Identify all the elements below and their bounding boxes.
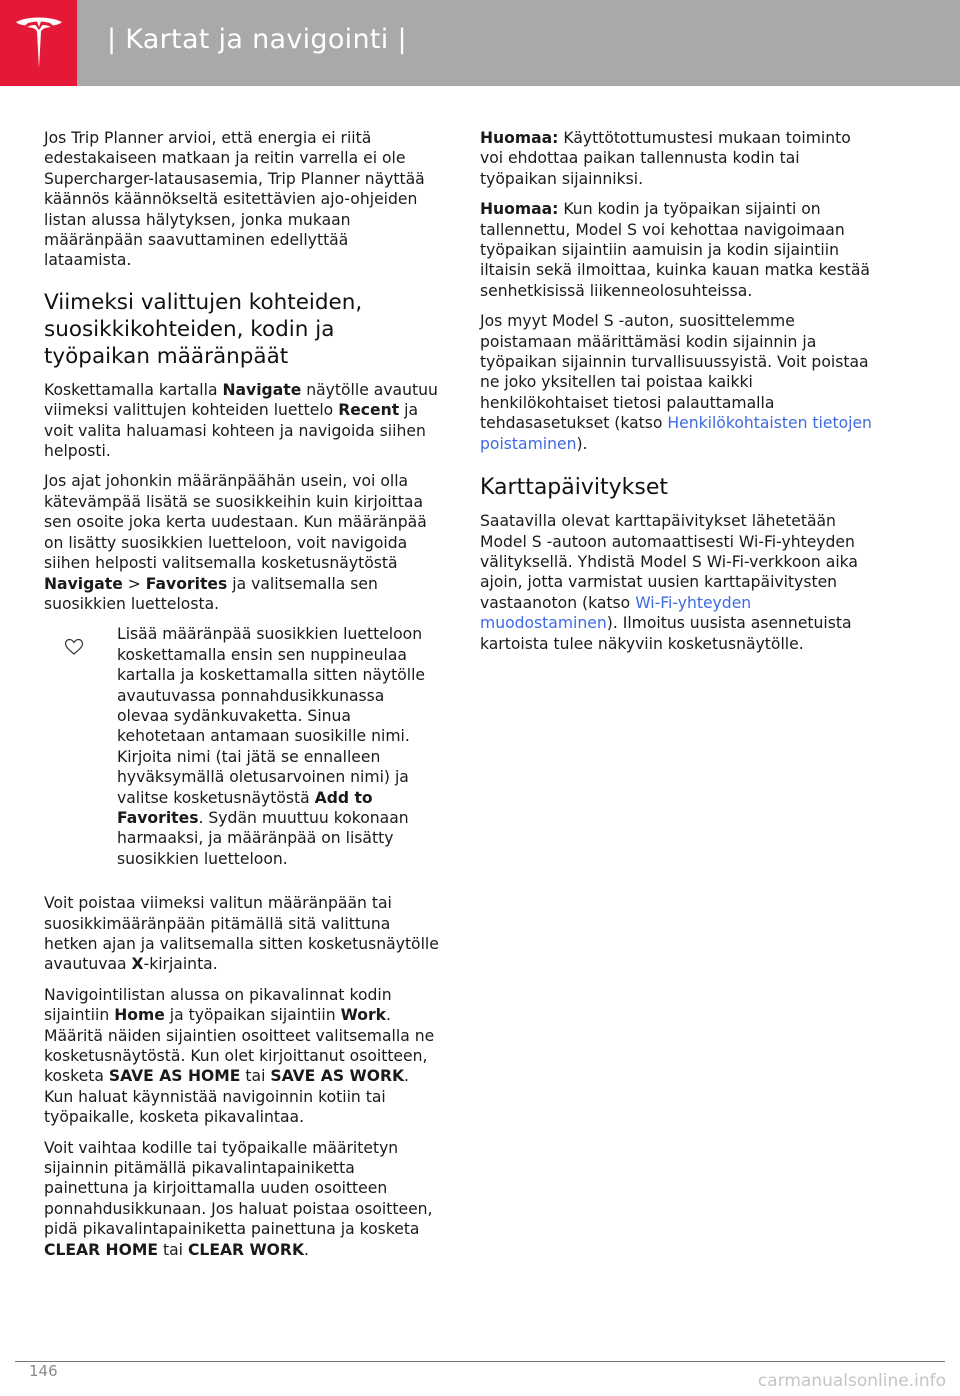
page-title: | Kartat ja navigointi |	[107, 24, 407, 55]
paragraph-map-updates: Saatavilla olevat karttapäivitykset lähetetään Model S -autoon automaattisesti Wi-Fi-yhteyden välityksellä. Yhdistä Model S Wi-Fi-verkkoon aika ajoin, jotta varmistat uusien karttapäivitysten vastaanoton (katso Wi-Fi-yhteyden muodostaminen). Ilmoitus uusista asennetuista kartoista tulee näkyviin kosketusnäytölle.	[480, 512, 858, 653]
paragraph-sell-car: Jos myyt Model S -auton, suosittelemme poistamaan määrittämäsi kodin sijainnin ja työpaikan sijainnin turvallisuussyistä. Voit poistaa ne joko yksitellen tai poistaa kaikki henkilökohtaiset tietosi palauttamalla tehdasasetukset (katso Henkilökohtaisten tietojen poistaminen).	[480, 312, 872, 453]
paragraph-recent: Koskettamalla kartalla Navigate näytölle avautuu viimeksi valittujen kohteiden luettelo Recent ja voit valita haluamasi kohteen ja navigoida siihen helposti.	[44, 380, 438, 461]
paragraph-change-location: Voit vaihtaa kodille tai työpaikalle määritetyn sijainnin pitämällä pikavalintapainiketta painettuna ja kirjoittamalla uuden osoitteen ponnahdusikkunaan. Jos haluat poistaa osoitteen, pidä pikavalintapainiketta painettuna ja kosketa CLEAR HOME tai CLEAR WORK.	[44, 1138, 433, 1259]
right-column	[480, 128, 876, 664]
note-navigate: Huomaa: Kun kodin ja työpaikan sijainti on tallennettu, Model S voi kehottaa navigoimaan työpaikan sijaintiin aamuisin ja kodin sijaintiin iltaisin sekä ilmoittaa, kuinka kauan matka kestää senhetkisissä liikenneolosuhteissa.	[480, 200, 870, 300]
paragraph-trip-planner: Jos Trip Planner arvioi, että energia ei riitä edestakaiseen matkaan ja reitin varrella ei ole Supercharger-latausasemia, Trip Planner näyttää käännös käännökseltä esitettävien ajo-ohjeiden listan alussa hälytyksen, jonka mukaan määränpään saavuttaminen edellyttää lataamista.	[44, 129, 425, 270]
section-heading-destinations: Viimeksi valittujen kohteiden, suosikkikohteiden, kodin ja työpaikan määränpäät	[44, 289, 363, 369]
logo-box	[0, 0, 77, 86]
tip-box	[44, 624, 440, 869]
header-bar	[77, 0, 960, 86]
watermark: carmanualsonline.info	[757, 1371, 946, 1391]
tip-text: Lisää määränpää suosikkien luetteloon koskettamalla ensin sen nuppineulaa kartalla ja koskettamalla sitten näytölle avautuvassa ponnahdusikkunassa olevaa sydänkuvaketta. Sinua kehotetaan antamaan suosikille nimi. Kirjoita nimi (tai jätä se ennalleen hyväksymällä oletusarvoinen nimi) ja valitse kosketusnäytöstä Add to Favorites. Sydän muuttuu kokonaan harmaaksi, ja määränpää on lisätty suosikkien luetteloon.	[117, 625, 426, 868]
link-wifi[interactable]: Wi-Fi-yhteyden muodostaminen	[480, 593, 752, 633]
page-number: 146	[29, 1362, 58, 1380]
tip-icon-column	[44, 624, 117, 869]
left-column	[44, 128, 440, 1270]
paragraph-home-work: Navigointilistan alussa on pikavalinnat kodin sijaintiin Home ja työpaikan sijaintiin Work. Määritä näiden sijaintien osoitteet valitsemalla ne kosketusnäytöstä. Kun olet kirjoittanut osoitteen, kosketa SAVE AS HOME tai SAVE AS WORK. Kun haluat käynnistää navigoinnin kotiin tai työpaikalle, kosketa pikavalintaa.	[44, 985, 435, 1127]
paragraph-favorites: Jos ajat johonkin määränpäähän usein, voi olla kätevämpää lisätä se suosikkeihin kuin kirjoittaa sen osoite joka kerta uudestaan. Kun määränpää on lisätty suosikkien luetteloon, voit navigoida siihen helposti valitsemalla kosketusnäytöstä Navigate > Favorites ja valitsemalla sen suosikkien luettelosta.	[44, 472, 427, 613]
note-suggest: Huomaa: Käyttötottumustesi mukaan toiminto voi ehdottaa paikan tallennusta kodin tai työpaikan sijainniksi.	[480, 129, 851, 188]
tesla-logo-icon	[14, 16, 64, 70]
heart-icon	[64, 638, 84, 656]
section-heading-map-updates: Karttapäivitykset	[480, 475, 668, 501]
link-personal-data[interactable]: Henkilökohtaisten tietojen poistaminen	[480, 414, 872, 453]
footer-divider	[15, 1361, 945, 1362]
paragraph-remove: Voit poistaa viimeksi valitun määränpään tai suosikkimääränpään pitämällä sitä valittuna hetken ajan ja valitsemalla sitten kosketusnäytölle avautuvaa X-kirjainta.	[44, 894, 439, 974]
